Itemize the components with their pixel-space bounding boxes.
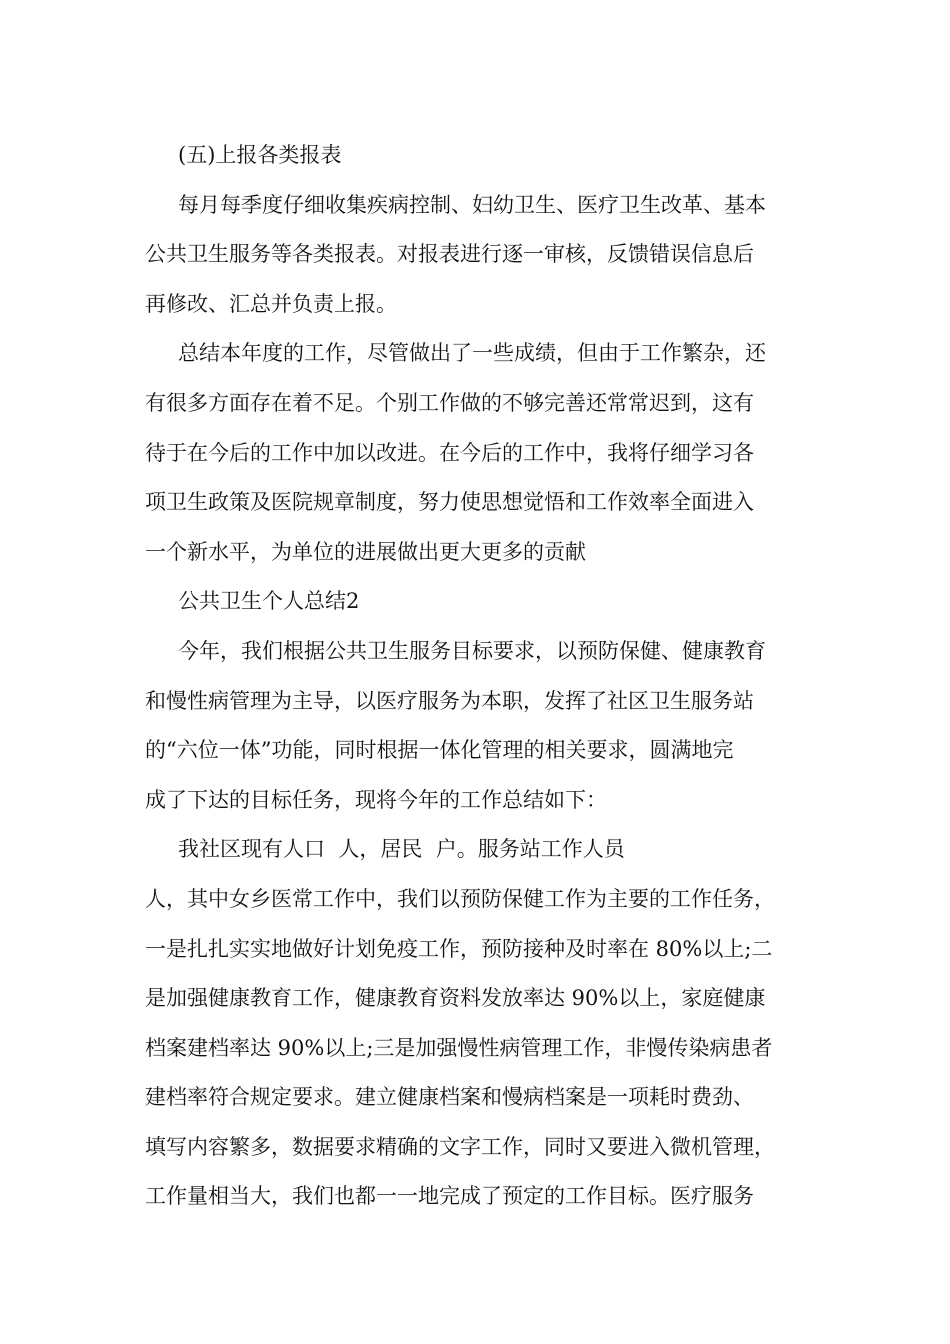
paragraph-line: 今年，我们根据公共卫生服务目标要求，以预防保健、健康教育: [178, 638, 766, 663]
paragraph-line: 是加强健康教育工作，健康教育资料发放率达 90%以上，家庭健康: [145, 986, 766, 1011]
paragraph-line: 项卫生政策及医院规章制度，努力使思想觉悟和工作效率全面进入: [145, 490, 754, 515]
paragraph-line: 总结本年度的工作，尽管做出了一些成绩，但由于工作繁杂，还: [178, 341, 766, 366]
paragraph-line: 有很多方面存在着不足。个别工作做的不够完善还常常迟到，这有: [145, 390, 754, 415]
section-title-summary-2: 公共卫生个人总结2: [178, 589, 360, 614]
paragraph-line: 的“六位一体”功能，同时根据一体化管理的相关要求，圆满地完: [145, 738, 734, 763]
paragraph-line: 档案建档率达 90%以上;三是加强慢性病管理工作，非慢传染病患者: [145, 1035, 773, 1060]
paragraph-line: 待于在今后的工作中加以改进。在今后的工作中，我将仔细学习各: [145, 440, 754, 465]
paragraph-line: 公共卫生服务等各类报表。对报表进行逐一审核，反馈错误信息后: [145, 242, 754, 267]
paragraph-line: 一个新水平，为单位的进展做出更大更多的贡献: [145, 539, 586, 564]
paragraph-line: 人，其中女乡医常工作中，我们以预防保健工作为主要的工作任务，: [145, 886, 775, 911]
paragraph-line: 成了下达的目标任务，现将今年的工作总结如下：: [145, 787, 607, 812]
paragraph-line: 再修改、汇总并负责上报。: [145, 291, 397, 316]
paragraph-line: 工作量相当大，我们也都一一地完成了预定的工作目标。医疗服务: [145, 1184, 754, 1209]
paragraph-line: 填写内容繁多，数据要求精确的文字工作，同时又要进入微机管理，: [145, 1134, 775, 1159]
section-heading-reports: (五)上报各类报表: [178, 143, 342, 167]
paragraph-line: 我社区现有人口 人，居民 户。服务站工作人员: [178, 837, 625, 862]
paragraph-line: 建档率符合规定要求。建立健康档案和慢病档案是一项耗时费劲、: [145, 1085, 754, 1110]
paragraph-line: 和慢性病管理为主导，以医疗服务为本职，发挥了社区卫生服务站: [145, 688, 754, 713]
paragraph-line: 一是扎扎实实地做好计划免疫工作，预防接种及时率在 80%以上;二: [145, 936, 773, 961]
document-body: [145, 131, 815, 1222]
paragraph-line: 每月每季度仔细收集疾病控制、妇幼卫生、医疗卫生改革、基本: [178, 192, 766, 217]
